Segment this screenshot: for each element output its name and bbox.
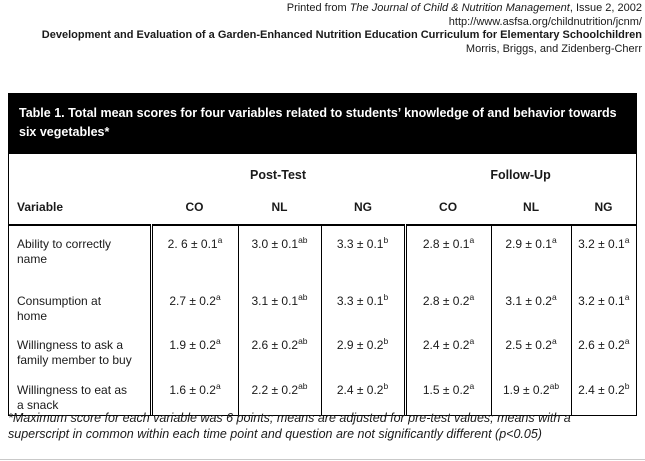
value-cell — [571, 327, 636, 372]
group-header-posttest: Post-Test — [250, 167, 307, 182]
article-title: Development and Evaluation of a Garden-Enhanced Nutrition Education Curriculum for Elementary Schoolchildren — [41, 29, 642, 41]
significance-superscript: a — [624, 335, 630, 346]
mean-value: 2.9 ± 0.2 — [336, 337, 384, 352]
mean-value: 3.0 ± 0.1 — [251, 236, 299, 251]
mean-value: 2.6 ± 0.2 — [578, 337, 625, 352]
significance-superscript: a — [217, 234, 223, 245]
variable-cell: Consumption at home — [17, 293, 102, 324]
value-cell — [491, 283, 571, 327]
mean-value: 2.9 ± 0.1 — [505, 236, 552, 251]
col-header-follow-ng: NG — [571, 184, 636, 225]
mean-value: 3.1 ± 0.1 — [251, 293, 299, 308]
significance-superscript: a — [469, 335, 475, 346]
value-cell — [238, 225, 321, 283]
value-cell — [571, 283, 636, 327]
significance-superscript: a — [215, 291, 221, 302]
article-authors: Morris, Briggs, and Zidenberg-Cherr — [465, 42, 642, 55]
value-cell — [321, 283, 405, 327]
col-header-post-nl: NL — [238, 184, 321, 225]
significance-superscript: ab — [298, 335, 308, 346]
table-1 — [8, 93, 637, 416]
value-cell — [321, 327, 405, 372]
value-cell — [491, 372, 571, 415]
significance-superscript: a — [624, 234, 630, 245]
mean-value: 2.4 ± 0.2 — [336, 382, 384, 397]
significance-superscript: ab — [298, 234, 308, 245]
significance-superscript: b — [383, 335, 389, 346]
significance-superscript: a — [551, 291, 557, 302]
value-cell — [321, 372, 405, 415]
mean-value: 1.9 ± 0.2 — [169, 337, 216, 352]
value-cell — [321, 225, 405, 283]
value-cell — [405, 327, 491, 372]
mean-value: 1.5 ± 0.2 — [422, 382, 470, 397]
mean-value: 2.4 ± 0.2 — [578, 382, 625, 397]
group-header-spacer — [9, 154, 151, 184]
mean-value: 3.1 ± 0.2 — [505, 293, 552, 308]
mean-value: 2.2 ± 0.2 — [251, 382, 299, 397]
variable-cell: Willingness to ask a family member to buy — [17, 337, 132, 368]
value-cell — [571, 225, 636, 283]
significance-superscript: a — [215, 380, 221, 391]
mean-value: 2.4 ± 0.2 — [422, 337, 470, 352]
mean-value: 3.2 ± 0.1 — [578, 236, 625, 251]
group-header-followup: Follow-Up — [490, 167, 551, 182]
variable-cell: Willingness to eat as a snack — [17, 382, 128, 413]
results-table — [9, 154, 636, 415]
value-cell — [238, 283, 321, 327]
value-cell — [151, 327, 238, 372]
mean-value: 3.3 ± 0.1 — [336, 293, 384, 308]
significance-superscript: b — [383, 291, 389, 302]
significance-superscript: a — [215, 335, 221, 346]
significance-superscript: ab — [298, 380, 308, 391]
col-header-follow-co: CO — [405, 184, 491, 225]
mean-value: 1.6 ± 0.2 — [169, 382, 216, 397]
significance-superscript: b — [383, 234, 389, 245]
table-caption: Table 1. Total mean scores for four variables related to students’ knowledge of and behavior towards six vegetables* — [9, 94, 636, 154]
group-header-row — [9, 154, 636, 184]
significance-superscript: b — [383, 380, 389, 391]
col-header-post-co: CO — [151, 184, 238, 225]
page-header — [8, 2, 642, 56]
mean-value: 2.6 ± 0.2 — [251, 337, 299, 352]
value-cell — [405, 372, 491, 415]
significance-superscript: a — [469, 291, 475, 302]
value-cell — [151, 225, 238, 283]
column-header-row — [9, 184, 636, 225]
significance-superscript: a — [469, 380, 475, 391]
printed-from-suffix: , Issue 2, 2002 — [569, 2, 642, 14]
mean-value: 2.8 ± 0.1 — [422, 236, 470, 251]
significance-superscript: a — [624, 291, 630, 302]
value-cell — [238, 372, 321, 415]
page-bottom-divider — [0, 459, 645, 460]
col-header-follow-nl: NL — [491, 184, 571, 225]
value-cell — [491, 327, 571, 372]
value-cell — [151, 372, 238, 415]
table-row — [9, 372, 636, 415]
significance-superscript: ab — [298, 291, 308, 302]
mean-value: 3.2 ± 0.1 — [578, 293, 625, 308]
table-row — [9, 283, 636, 327]
significance-superscript: a — [469, 234, 475, 245]
value-cell — [571, 372, 636, 415]
significance-superscript: b — [624, 380, 630, 391]
mean-value: 2. 6 ± 0.1 — [167, 236, 218, 251]
table-row — [9, 225, 636, 283]
mean-value: 1.9 ± 0.2 — [502, 382, 550, 397]
significance-superscript: ab — [549, 380, 560, 391]
col-header-variable: Variable — [9, 184, 151, 225]
mean-value: 3.3 ± 0.1 — [336, 236, 384, 251]
significance-superscript: a — [551, 234, 557, 245]
col-header-post-ng: NG — [321, 184, 405, 225]
value-cell — [491, 225, 571, 283]
mean-value: 2.7 ± 0.2 — [169, 293, 216, 308]
journal-name: The Journal of Child & Nutrition Management — [349, 2, 570, 14]
journal-url: http://www.asfsa.org/childnutrition/jcnm/ — [448, 15, 642, 28]
value-cell — [238, 327, 321, 372]
value-cell — [405, 283, 491, 327]
variable-cell: Ability to correctly name — [17, 236, 112, 267]
value-cell — [405, 225, 491, 283]
table-footnote: *Maximum score for each variable was 6 points; means are adjusted for pre-test values; means with a superscript in common within each time point and question are not significantly different (p<0.05) — [8, 411, 571, 442]
mean-value: 2.5 ± 0.2 — [505, 337, 552, 352]
table-row — [9, 327, 636, 372]
value-cell — [151, 283, 238, 327]
significance-superscript: a — [551, 335, 557, 346]
printed-from-line — [8, 2, 642, 16]
printed-from-prefix: Printed from — [286, 2, 350, 14]
mean-value: 2.8 ± 0.2 — [422, 293, 470, 308]
